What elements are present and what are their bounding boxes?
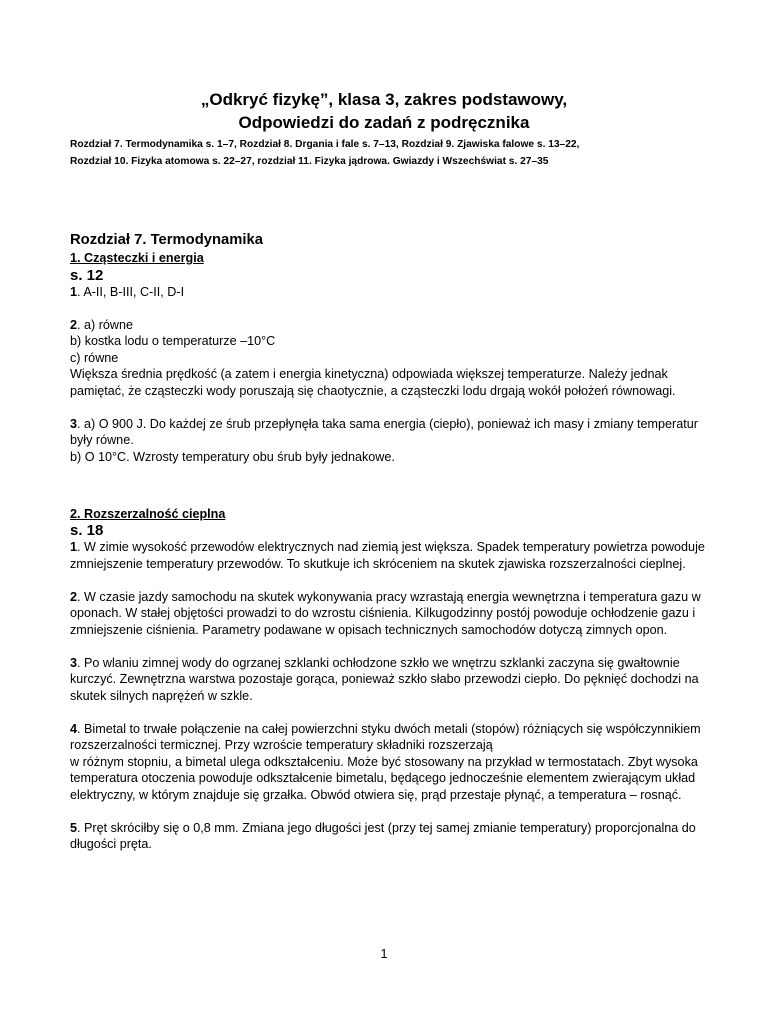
answer-number: 1 [70, 284, 78, 299]
answer [70, 655, 710, 705]
answer [70, 721, 710, 754]
page-number: 1 [380, 947, 388, 961]
answer-line: b) O 10°C. Wzrosty temperatury obu śrub były jednakowe. [70, 449, 395, 464]
document-title: „Odkryć fizykę”, klasa 3, zakres podstawowy, [200, 90, 568, 109]
answer-text: . a) O 900 J. Do każdej ze śrub przepłynęła taka sama energia (ciepło), ponieważ ich masy i zmiany temperatur były równe. [70, 416, 698, 447]
answer [70, 416, 710, 449]
answer-line: c) równe [70, 350, 119, 365]
answer-number: 2 [70, 589, 78, 604]
chapter-heading: Rozdział 7. Termodynamika [70, 232, 263, 248]
page-reference: s. 18 [70, 522, 104, 539]
answer-text: . a) równe [77, 317, 134, 332]
answer-number: 5 [70, 820, 78, 835]
answer-text: . Bimetal to trwałe połączenie na całej powierzchni styku dwóch metali (stopów) różniących się współczynnikiem rozszerzalności termicznej. Przy wzroście temperatury składniki rozszerzają [70, 721, 701, 752]
answer [70, 539, 710, 572]
answer-text: . Po wlaniu zimnej wody do ogrzanej szklanki ochłodzone szkło we wnętrzu szklanki zaczyna się gwałtownie kurczyć. Zewnętrzna warstwa pozostaje gorąca, ponieważ szkło słabo przewodzi ciepło. Do pęknięć dochodzi na skutek silnych naprężeń w szkle. [70, 655, 699, 703]
answer-text: . W czasie jazdy samochodu na skutek wykonywania pracy wzrastają energia wewnętrzna i temperatura gazu w oponach. W stałej objętości prowadzi to do wzrostu ciśnienia. Kilkugodzinny postój powoduje ochłodzenie gazu i zmniejszenie ciśnienia. Parametry podawane w opisach technicznych samochodów dotyczą zimnych opon. [70, 589, 701, 637]
answer-text: . Pręt skróciłby się o 0,8 mm. Zmiana jego długości jest (przy tej samej zmianie temperatury) proporcjonalna do długości pręta. [70, 820, 696, 851]
document-body [70, 230, 710, 853]
answer [70, 284, 710, 301]
answer-number: 3 [70, 655, 78, 670]
section-heading: 1. Cząsteczki i energia [70, 251, 204, 265]
answer [70, 820, 710, 853]
toc-line: Rozdział 10. Fizyka atomowa s. 22–27, rozdział 11. Fizyka jądrowa. Gwiazdy i Wszechświat s. 27–35 [70, 156, 549, 167]
answer-text: . A-II, B-III, C-II, D-I [77, 284, 185, 299]
answer-number: 4 [70, 721, 78, 736]
answer-number: 2 [70, 317, 78, 332]
page-reference: s. 12 [70, 266, 104, 284]
answer-line: Większa średnia prędkość (a zatem i energia kinetyczna) odpowiada większej temperaturze. Należy jednak pamiętać, że cząsteczki wody poruszają się chaotycznie, a cząsteczki lodu drgają wokół położeń równowagi. [70, 367, 676, 398]
answer [70, 317, 710, 334]
section-heading: 2. Rozszerzalność cieplna [70, 506, 226, 521]
answer-text: . W zimie wysokość przewodów elektrycznych nad ziemią jest większa. Spadek temperatury powietrza powoduje zmniejszenie temperatury przewodów. To skutkuje ich skróceniem na skutek zjawiska rozszerzalności cieplnej. [70, 540, 705, 571]
answer-number: 3 [70, 416, 78, 431]
table-of-contents [70, 136, 710, 170]
document-subtitle: Odpowiedzi do zadań z podręcznika [238, 113, 530, 132]
toc-line: Rozdział 7. Termodynamika s. 1–7, Rozdział 8. Drgania i fale s. 7–13, Rozdział 9. Zjawiska falowe s. 13–22, [70, 139, 580, 150]
answer [70, 589, 710, 639]
answer-number: 1 [70, 540, 78, 554]
answer-line: w różnym stopniu, a bimetal ulega odkształceniu. Może być stosowany na przykład w termostatach. Zbyt wysoka temperatura otoczenia powoduje odkształcenie bimetalu, będącego jednocześnie elementem zwierającym układ elektryczny, w którym znajduje się grzałka. Obwód otwiera się, prąd przestaje płynąć, a temperatura – rosnąć. [70, 754, 698, 802]
answer-line: b) kostka lodu o temperaturze –10°C [70, 334, 276, 348]
